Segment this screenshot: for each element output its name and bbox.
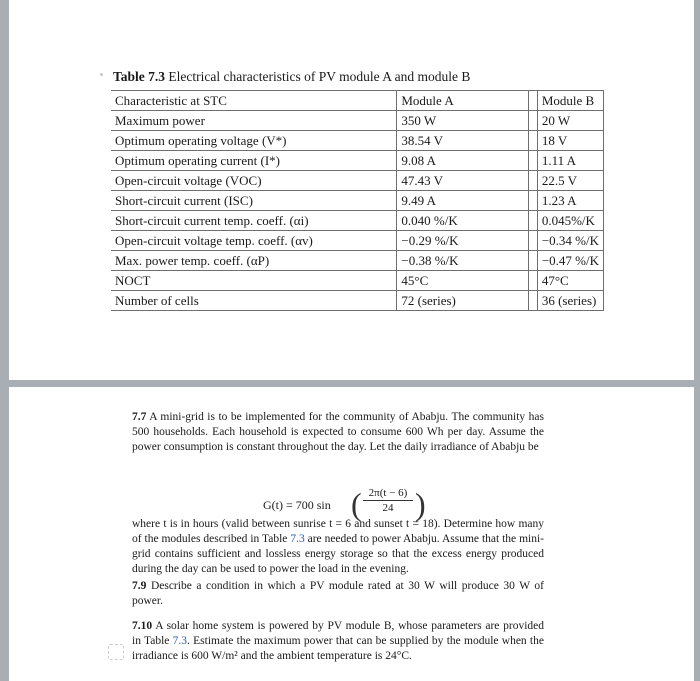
caption-label: Table 7.3 — [113, 69, 166, 84]
row-label: Open-circuit voltage temp. coeff. (αv) — [111, 231, 397, 251]
right-paren: ) — [415, 486, 426, 522]
table-row — [111, 211, 604, 231]
problem-7-7 — [132, 410, 544, 455]
problem-7-9 — [132, 579, 544, 609]
problem-set — [132, 410, 544, 664]
row-label: Short-circuit current temp. coeff. (αi) — [111, 211, 397, 231]
row-label: Maximum power — [111, 111, 397, 131]
problem-number: 7.10 — [132, 620, 153, 632]
problem-7-10 — [132, 619, 544, 664]
module-b-value: 47°C — [537, 271, 603, 291]
problem-7-7-continued — [132, 517, 544, 577]
row-label: Number of cells — [111, 291, 397, 311]
left-paren: ( — [351, 486, 362, 522]
module-a-value: 9.49 A — [397, 191, 528, 211]
table-row — [111, 271, 604, 291]
table-row — [111, 191, 604, 211]
row-label: NOCT — [111, 271, 397, 291]
problem-text: where t is in hours (valid between sunrise t = 6 and sunset t = 18). Determine how many of the modules described in Table — [132, 518, 544, 545]
row-label: Short-circuit current (ISC) — [111, 191, 397, 211]
header-module-b: Module B — [537, 91, 603, 111]
table-row — [111, 111, 604, 131]
caption-text: Electrical characteristics of PV module A and module B — [168, 69, 471, 84]
problem-number: 7.9 — [132, 580, 147, 592]
module-a-value: 45°C — [397, 271, 528, 291]
module-a-value: 72 (series) — [397, 291, 528, 311]
problem-number: 7.7 — [132, 411, 147, 423]
module-a-value: 350 W — [397, 111, 528, 131]
right-page-margin — [694, 0, 700, 681]
module-b-value: 36 (series) — [537, 291, 603, 311]
module-a-value: 47.43 V — [397, 171, 528, 191]
header-characteristic: Characteristic at STC — [111, 91, 397, 111]
page-separator — [0, 380, 700, 387]
table-header-row — [111, 91, 604, 111]
header-module-a: Module A — [397, 91, 528, 111]
row-label: Max. power temp. coeff. (αP) — [111, 251, 397, 271]
table-row — [111, 251, 604, 271]
module-b-value: −0.34 %/K — [537, 231, 603, 251]
table-caption — [113, 69, 470, 85]
module-b-value: 22.5 V — [537, 171, 603, 191]
equation-lhs: G(t) = 700 sin — [263, 498, 331, 512]
table-row — [111, 131, 604, 151]
module-a-value: −0.29 %/K — [397, 231, 528, 251]
problem-text: A solar home system is powered by PV module B, whose parameters are provided in Table — [132, 620, 544, 647]
column-gap — [528, 91, 537, 111]
module-b-value: 20 W — [537, 111, 603, 131]
bullet-dot — [100, 73, 103, 76]
table-reference-link[interactable]: 7.3 — [172, 635, 188, 647]
equation-fraction — [363, 487, 413, 514]
margin-mark — [108, 644, 124, 660]
row-label: Optimum operating current (I*) — [111, 151, 397, 171]
module-a-value: 0.040 %/K — [397, 211, 528, 231]
table-reference-link[interactable]: 7.3 — [290, 533, 305, 545]
table-row — [111, 291, 604, 311]
pv-characteristics-table — [111, 90, 604, 311]
left-page-margin — [0, 0, 9, 681]
module-b-value: 1.23 A — [537, 191, 603, 211]
problem-text: . Estimate the maximum power that can be supplied by the module when the irradiance is 600 W/m² and the ambient temperature is 24°C. — [132, 635, 544, 662]
table-row — [111, 171, 604, 191]
row-label: Open-circuit voltage (VOC) — [111, 171, 397, 191]
problem-text: Describe a condition in which a PV module rated at 30 W will produce 30 W of power. — [132, 580, 544, 607]
problem-text: are needed to power Ababju. Assume that the mini-grid contains sufficient and lossless energy storage so that the excess energy produced during the day can be used to power the load in the evening. — [132, 533, 544, 575]
table-row — [111, 231, 604, 251]
module-b-value: 18 V — [537, 131, 603, 151]
module-b-value: 0.045%/K — [537, 211, 603, 231]
module-b-value: −0.47 %/K — [537, 251, 603, 271]
module-a-value: −0.38 %/K — [397, 251, 528, 271]
problem-text: A mini-grid is to be implemented for the community of Ababju. The community has 500 households. Each household is expected to consume 600 Wh per day. Assume the power consumption is constant throughout the day. Let the daily irradiance of Ababju be — [132, 411, 544, 453]
module-b-value: 1.11 A — [537, 151, 603, 171]
equation-denominator: 24 — [382, 502, 394, 514]
row-label: Optimum operating voltage (V*) — [111, 131, 397, 151]
module-a-value: 38.54 V — [397, 131, 528, 151]
equation-numerator: 2π(t − 6) — [363, 487, 413, 501]
module-a-value: 9.08 A — [397, 151, 528, 171]
table-row — [111, 151, 604, 171]
